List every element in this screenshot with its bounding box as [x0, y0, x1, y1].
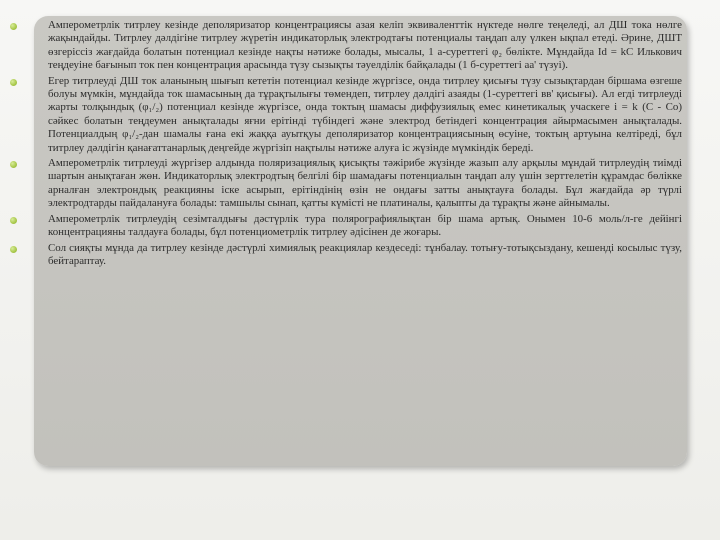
- bullet-item: [10, 242, 682, 269]
- bullet-dot-icon: [10, 79, 17, 86]
- bullet-text: Сол сияқты мұнда да титрлеу кезінде дәстүрлі химиялық реакциялар кездеседі: тұнбалау. тотығу-тотықсыздану, кешенді косылыс түзу, бейтараптау.: [48, 241, 682, 267]
- bullet-item: [10, 19, 682, 73]
- bullet-text: Амперометрлік титрлеу кезінде деполяризатор концентрациясы азая келіп эквиваленттік нүктеде нөлге теңеледі, ал ДШ тока нөлге жақындайды. Титрлеу дәлдігіне титрлеу жүретін индикаторлық электродтағы потенциалы таңдап алу үлкен ықпал етеді. Әрине, ДШТ өзгеріссіз жағдайда болатын потенциал кезінде нақты нәтиже болады, мысалы, 1 а-суреттегі φ₂ бөлікте. Мұндайда Id = kC Илькович теңдеуіне бағынып ток пен концентрация арасында түзу сызықты тәуелділік байқалады (1 б-суреттегі аа' түзуі).: [48, 19, 682, 72]
- bullet-dot-icon: [10, 23, 17, 30]
- bullet-dot-icon: [10, 246, 17, 253]
- bullet-text: Амперометрлік титрлеудің сезімталдығы дәстүрлік тура полярографиялықтан бір шама артық. Онымен 10-6 моль/л-ге дейінгі концентрацияны талдауға болады, бұл потенциометрлік титрлеу әдісінен де жоғары.: [48, 212, 682, 239]
- bullet-item: [10, 75, 682, 155]
- bullet-list: [10, 19, 682, 270]
- bullet-text: Амперометрлік титрлеуді жүргізер алдында поляризациялық қисықты тәжірибе жүзінде жазып алу арқылы мұндай титрлеудің тиімді шартын анықтаған жөн. Индикаторлық электродтың белгілі бір шамадағы потенциалын таңдап алу үшін зерттелетін құрамдас бөлікке арналған электрондық реакцияны іске асырып, ерітіндінің өзін не ондағы затты анықтауға болады. Бұл жағдайда әр түрлі электродтарды пайдалануға болады: тамшылы сынап, қатты күмісті не платиналы, қалыпты да тұрақты және айнымалы.: [48, 157, 682, 210]
- bullet-item: [10, 157, 682, 211]
- bullet-item: [10, 213, 682, 240]
- bullet-dot-icon: [10, 161, 17, 168]
- bullet-dot-icon: [10, 217, 17, 224]
- bullet-text: Егер титрлеуді ДШ ток аланының шығып кететін потенциал кезінде жүргізсе, онда титрлеу қисығы түзу сызықтардан біршама өзгеше болуы мүмкін, мұндайда ток шамасының да тұрақтылығы төмендеп, титрлеу дәлдігі азаяды (1-суреттегі вв' қисығы). Ал егді титрлеуді жарты толқындық (φ₁/₂) потенциал кезінде жүргізсе, онда токтың шамасы диффузиялық емес кинетикалық учаскеге i = k (C - Co) сәйкес болатын теңдеумен анықталады яғни ерітінді түбіндегі және электрод бетіндегі концентрация айырмасымен анықталады. Потенциалдың φ₁/₂-дан шамалы ғана екі жаққа ауытқуы деполяризатор концентрациясының өсуіне, токтың артуына келтіреді, бұл титрлеу дәлдігін қанағаттанарлық деңгейде жүргізіп нақтылы нәтиже алуға іс жүзінде мүмкіндік береді.: [48, 74, 682, 154]
